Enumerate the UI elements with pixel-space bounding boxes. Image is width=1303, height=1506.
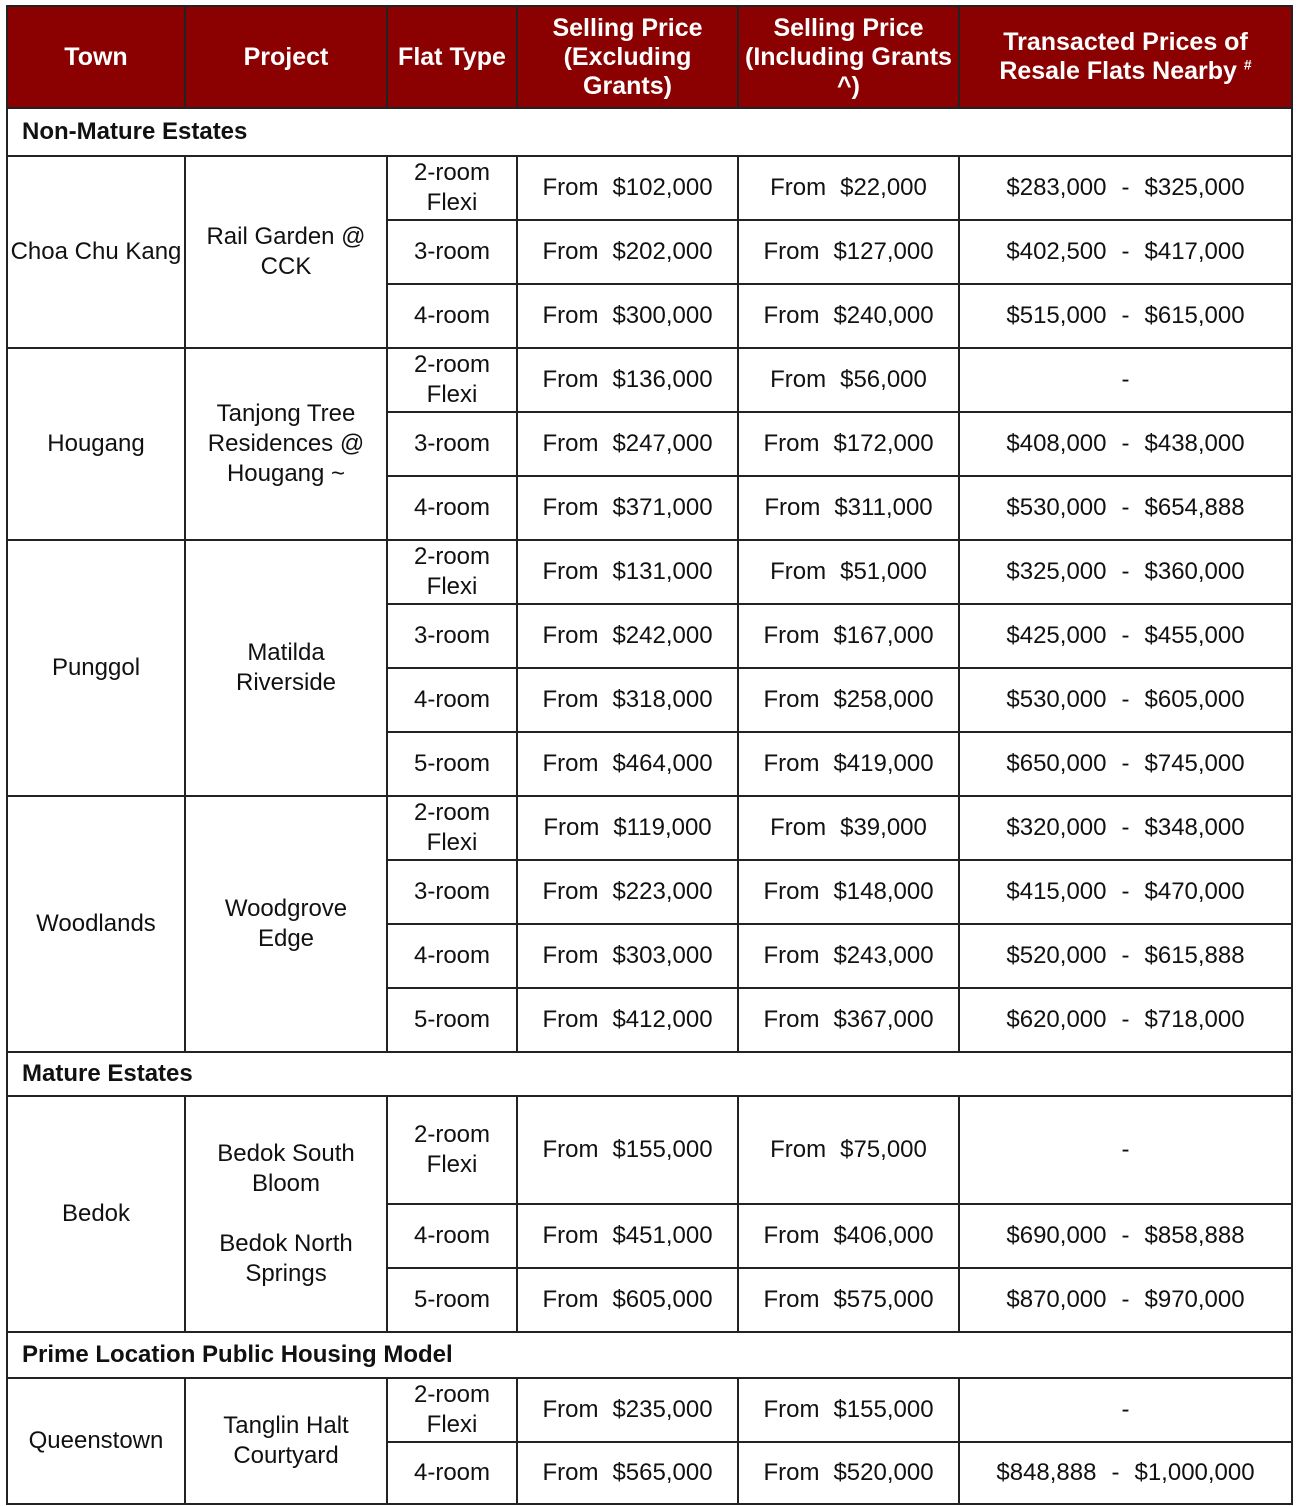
price-excluding-value: $451,000 (612, 1222, 713, 1249)
resale-range-cell (959, 476, 1292, 540)
flat-type-cell (387, 348, 517, 412)
resale-range-cell (959, 1378, 1292, 1442)
resale-range-cell (959, 860, 1292, 924)
price-including-value: $148,000 (833, 878, 934, 905)
price-excluding-cell (517, 796, 738, 860)
resale-low-value: $425,000 (1006, 622, 1107, 649)
town-cell: Woodlands (7, 796, 185, 1052)
flat-type-cell (387, 1378, 517, 1442)
flat-type: 3-room (413, 878, 491, 905)
resale-high-value: $438,000 (1144, 430, 1245, 457)
resale-high-value: $615,888 (1144, 942, 1245, 969)
price-prefix: From (763, 622, 820, 649)
table-row (7, 156, 1292, 220)
price-excluding-cell (517, 1204, 738, 1268)
price-prefix: From (542, 1286, 599, 1313)
project-cell (185, 1378, 387, 1504)
project-name: Matilda Riverside (235, 639, 337, 696)
resale-low-value: $530,000 (1006, 686, 1107, 713)
resale-high-value: $605,000 (1144, 686, 1245, 713)
resale-range-cell (959, 156, 1292, 220)
price-excluding-cell (517, 1378, 738, 1442)
price-excluding-value: $464,000 (612, 750, 713, 777)
price-including-value: $406,000 (833, 1222, 934, 1249)
flat-type-cell (387, 732, 517, 796)
price-including-value: $311,000 (834, 494, 933, 521)
project-name: Rail Garden @ CCK (206, 223, 366, 280)
price-including-value: $56,000 (840, 366, 927, 393)
section-row (7, 108, 1292, 156)
price-prefix: From (770, 174, 827, 201)
resale-footnote-mark: # (1243, 56, 1252, 73)
resale-low-value: $320,000 (1006, 814, 1107, 841)
price-including-value: $127,000 (833, 238, 934, 265)
price-including-cell (738, 1268, 959, 1332)
price-prefix: From (542, 1006, 599, 1033)
price-including-value: $367,000 (833, 1006, 934, 1033)
table-row (7, 1378, 1292, 1442)
price-excluding-cell (517, 1096, 738, 1204)
price-including-cell (738, 1204, 959, 1268)
resale-low-value: $520,000 (1006, 942, 1107, 969)
header-resale: Transacted Prices of Resale Flats Nearby # (959, 6, 1292, 108)
resale-separator: - (1121, 622, 1130, 649)
resale-low-value: $848,888 (996, 1459, 1097, 1486)
price-prefix: From (542, 1396, 599, 1423)
resale-separator: - (1121, 1396, 1130, 1423)
price-including-value: $520,000 (833, 1459, 934, 1486)
town-cell: Punggol (7, 540, 185, 796)
price-including-cell (738, 860, 959, 924)
price-excluding-value: $235,000 (612, 1396, 713, 1423)
price-prefix: From (542, 1222, 599, 1249)
project-cell (185, 1096, 387, 1332)
resale-high-value: $718,000 (1144, 1006, 1245, 1033)
town-cell: Hougang (7, 348, 185, 540)
price-excluding-cell (517, 732, 738, 796)
price-excluding-cell (517, 348, 738, 412)
price-prefix: From (542, 1136, 599, 1163)
flat-type: 3-room (413, 622, 491, 649)
resale-high-value: $455,000 (1144, 622, 1245, 649)
price-prefix: From (763, 1286, 820, 1313)
price-prefix: From (542, 238, 599, 265)
price-including-cell (738, 1442, 959, 1504)
price-including-cell (738, 924, 959, 988)
price-excluding-value: $202,000 (612, 238, 713, 265)
price-prefix: From (763, 1459, 820, 1486)
price-including-value: $51,000 (840, 558, 927, 585)
flat-type-cell (387, 796, 517, 860)
price-prefix: From (543, 814, 600, 841)
resale-separator: - (1121, 878, 1130, 905)
price-excluding-cell (517, 1268, 738, 1332)
flat-type-cell (387, 540, 517, 604)
resale-high-value: $360,000 (1144, 558, 1245, 585)
resale-low-value: $515,000 (1006, 302, 1107, 329)
price-including-cell (738, 988, 959, 1052)
flat-type: 4-room (413, 494, 491, 521)
resale-separator: - (1121, 1006, 1130, 1033)
resale-range-cell (959, 732, 1292, 796)
flat-type: 4-room (413, 942, 491, 969)
flat-type-cell (387, 604, 517, 668)
flat-type: 5-room (413, 750, 491, 777)
price-including-cell (738, 348, 959, 412)
flat-type: 2-room Flexi (413, 799, 491, 856)
flat-type: 2-room Flexi (413, 159, 491, 216)
price-prefix: From (542, 1459, 599, 1486)
price-prefix: From (763, 1006, 820, 1033)
price-excluding-cell (517, 284, 738, 348)
section-title: Mature Estates (7, 1052, 1292, 1096)
price-including-value: $155,000 (833, 1396, 934, 1423)
price-excluding-value: $303,000 (612, 942, 713, 969)
flat-type: 2-room Flexi (413, 351, 491, 408)
price-excluding-cell (517, 860, 738, 924)
price-prefix: From (770, 558, 827, 585)
price-including-cell (738, 156, 959, 220)
flat-type: 2-room Flexi (413, 1121, 491, 1178)
price-including-cell (738, 220, 959, 284)
flat-type-cell (387, 476, 517, 540)
price-including-cell (738, 284, 959, 348)
price-including-cell (738, 732, 959, 796)
price-prefix: From (763, 1222, 820, 1249)
price-including-cell (738, 1378, 959, 1442)
flat-type: 2-room Flexi (413, 543, 491, 600)
price-prefix: From (542, 366, 599, 393)
resale-separator: - (1121, 430, 1130, 457)
project-name: Tanjong Tree Residences @ Hougang ~ (207, 400, 365, 487)
resale-low-value: $402,500 (1006, 238, 1107, 265)
table-row (7, 348, 1292, 412)
price-prefix: From (763, 302, 820, 329)
price-including-value: $167,000 (833, 622, 934, 649)
project-cell (185, 348, 387, 540)
resale-range-cell (959, 1268, 1292, 1332)
table-body (7, 108, 1292, 1504)
price-prefix: From (763, 942, 820, 969)
header-price-excluding: Selling Price (Excluding Grants) (517, 6, 738, 108)
flat-type: 3-room (413, 238, 491, 265)
resale-range-cell (959, 1204, 1292, 1268)
project-name: Tanglin Halt Courtyard (223, 1412, 349, 1469)
price-excluding-cell (517, 1442, 738, 1504)
flat-type-cell (387, 668, 517, 732)
resale-low-value: $415,000 (1006, 878, 1107, 905)
resale-range-cell (959, 220, 1292, 284)
price-including-value: $172,000 (833, 430, 934, 457)
resale-separator: - (1121, 174, 1130, 201)
price-prefix: From (763, 750, 820, 777)
resale-high-value: $745,000 (1144, 750, 1245, 777)
resale-range-cell (959, 540, 1292, 604)
price-including-value: $258,000 (833, 686, 934, 713)
price-including-value: $575,000 (833, 1286, 934, 1313)
price-prefix: From (542, 878, 599, 905)
price-excluding-cell (517, 988, 738, 1052)
resale-separator: - (1111, 1459, 1120, 1486)
town-cell: Choa Chu Kang (7, 156, 185, 348)
price-excluding-value: $247,000 (612, 430, 713, 457)
resale-range-cell (959, 796, 1292, 860)
price-excluding-value: $155,000 (612, 1136, 713, 1163)
resale-separator: - (1121, 686, 1130, 713)
project-cell (185, 156, 387, 348)
price-excluding-value: $605,000 (612, 1286, 713, 1313)
flat-type: 4-room (413, 686, 491, 713)
flat-type-cell (387, 1204, 517, 1268)
price-prefix: From (763, 238, 820, 265)
section-row (7, 1332, 1292, 1378)
section-title: Prime Location Public Housing Model (7, 1332, 1292, 1378)
resale-range-cell (959, 668, 1292, 732)
price-prefix: From (542, 494, 599, 521)
resale-range-cell (959, 1442, 1292, 1504)
resale-high-value: $325,000 (1144, 174, 1245, 201)
price-excluding-value: $242,000 (612, 622, 713, 649)
resale-high-value: $858,888 (1144, 1222, 1245, 1249)
resale-high-value: $970,000 (1144, 1286, 1245, 1313)
price-including-value: $22,000 (840, 174, 927, 201)
price-including-value: $240,000 (833, 302, 934, 329)
price-prefix: From (542, 302, 599, 329)
price-excluding-value: $371,000 (612, 494, 713, 521)
resale-low-value: $690,000 (1006, 1222, 1107, 1249)
price-including-value: $419,000 (833, 750, 934, 777)
resale-low-value: $620,000 (1006, 1006, 1107, 1033)
resale-low-value: $408,000 (1006, 430, 1107, 457)
price-including-cell (738, 476, 959, 540)
price-including-cell (738, 668, 959, 732)
resale-low-value: $530,000 (1006, 494, 1107, 521)
price-prefix: From (764, 494, 821, 521)
flat-type-cell (387, 1442, 517, 1504)
flat-type-cell (387, 412, 517, 476)
price-excluding-cell (517, 604, 738, 668)
resale-separator: - (1121, 302, 1130, 329)
price-excluding-value: $318,000 (612, 686, 713, 713)
price-excluding-cell (517, 924, 738, 988)
resale-high-value: $348,000 (1144, 814, 1245, 841)
price-prefix: From (763, 686, 820, 713)
flat-type-cell (387, 156, 517, 220)
table-row (7, 540, 1292, 604)
resale-high-value: $615,000 (1144, 302, 1245, 329)
price-excluding-cell (517, 668, 738, 732)
flat-type-cell (387, 924, 517, 988)
price-excluding-cell (517, 156, 738, 220)
resale-separator: - (1121, 1286, 1130, 1313)
resale-range-cell (959, 988, 1292, 1052)
flat-type: 4-room (413, 1459, 491, 1486)
price-including-cell (738, 540, 959, 604)
town-cell: Queenstown (7, 1378, 185, 1504)
header-price-including: Selling Price (Including Grants ^) (738, 6, 959, 108)
price-prefix: From (542, 622, 599, 649)
price-including-cell (738, 796, 959, 860)
resale-high-value: $654,888 (1144, 494, 1245, 521)
project-name: Woodgrove Edge (224, 895, 348, 952)
flat-type-cell (387, 1096, 517, 1204)
price-prefix: From (763, 1396, 820, 1423)
project-name: Bedok North Springs (219, 1230, 353, 1287)
price-including-cell (738, 1096, 959, 1204)
flat-type: 3-room (413, 430, 491, 457)
resale-separator: - (1121, 750, 1130, 777)
section-row (7, 1052, 1292, 1096)
price-excluding-value: $300,000 (612, 302, 713, 329)
resale-range-cell (959, 348, 1292, 412)
table-header (7, 6, 1292, 108)
header-town: Town (7, 6, 185, 108)
resale-high-value: $1,000,000 (1134, 1459, 1255, 1486)
price-prefix: From (542, 750, 599, 777)
price-excluding-cell (517, 220, 738, 284)
flat-type-cell (387, 1268, 517, 1332)
price-prefix: From (763, 878, 820, 905)
resale-range-cell (959, 412, 1292, 476)
resale-low-value: $870,000 (1006, 1286, 1107, 1313)
flat-type: 4-room (413, 1222, 491, 1249)
project-name: Bedok South Bloom (217, 1140, 355, 1197)
price-including-value: $75,000 (840, 1136, 927, 1163)
resale-high-value: $470,000 (1144, 878, 1245, 905)
price-including-cell (738, 604, 959, 668)
price-excluding-value: $412,000 (612, 1006, 713, 1033)
resale-low-value: $325,000 (1006, 558, 1107, 585)
flat-type-cell (387, 988, 517, 1052)
price-excluding-cell (517, 476, 738, 540)
resale-separator: - (1121, 238, 1130, 265)
price-excluding-value: $131,000 (612, 558, 713, 585)
flat-type: 5-room (413, 1286, 491, 1313)
flat-type-cell (387, 860, 517, 924)
flat-type: 5-room (413, 1006, 491, 1033)
resale-range-cell (959, 284, 1292, 348)
price-including-cell (738, 412, 959, 476)
section-title: Non-Mature Estates (7, 108, 1292, 156)
price-prefix: From (542, 174, 599, 201)
project-cell (185, 796, 387, 1052)
flat-type-cell (387, 220, 517, 284)
price-prefix: From (542, 558, 599, 585)
resale-range-cell (959, 604, 1292, 668)
resale-low-value: $283,000 (1006, 174, 1107, 201)
price-prefix: From (770, 366, 827, 393)
price-excluding-value: $102,000 (612, 174, 713, 201)
table-row (7, 796, 1292, 860)
resale-separator: - (1121, 814, 1130, 841)
header-project: Project (185, 6, 387, 108)
project-cell (185, 540, 387, 796)
price-including-value: $243,000 (833, 942, 934, 969)
resale-separator: - (1121, 558, 1130, 585)
price-excluding-cell (517, 540, 738, 604)
resale-range-cell (959, 924, 1292, 988)
flat-type: 2-room Flexi (413, 1381, 491, 1438)
price-prefix: From (770, 814, 827, 841)
price-prefix: From (770, 1136, 827, 1163)
resale-separator: - (1121, 942, 1130, 969)
price-prefix: From (542, 942, 599, 969)
header-flat-type: Flat Type (387, 6, 517, 108)
flat-type: 4-room (413, 302, 491, 329)
price-including-value: $39,000 (840, 814, 927, 841)
price-prefix: From (542, 686, 599, 713)
resale-separator: - (1121, 366, 1130, 393)
price-table (6, 5, 1293, 1505)
price-excluding-value: $565,000 (612, 1459, 713, 1486)
price-excluding-cell (517, 412, 738, 476)
price-prefix: From (763, 430, 820, 457)
price-excluding-value: $223,000 (612, 878, 713, 905)
flat-type-cell (387, 284, 517, 348)
resale-high-value: $417,000 (1144, 238, 1245, 265)
price-excluding-value: $136,000 (612, 366, 713, 393)
price-prefix: From (542, 430, 599, 457)
price-excluding-value: $119,000 (613, 814, 712, 841)
resale-low-value: $650,000 (1006, 750, 1107, 777)
resale-separator: - (1121, 1222, 1130, 1249)
town-cell: Bedok (7, 1096, 185, 1332)
resale-separator: - (1121, 494, 1130, 521)
resale-separator: - (1121, 1136, 1130, 1163)
resale-range-cell (959, 1096, 1292, 1204)
table-row (7, 1096, 1292, 1204)
